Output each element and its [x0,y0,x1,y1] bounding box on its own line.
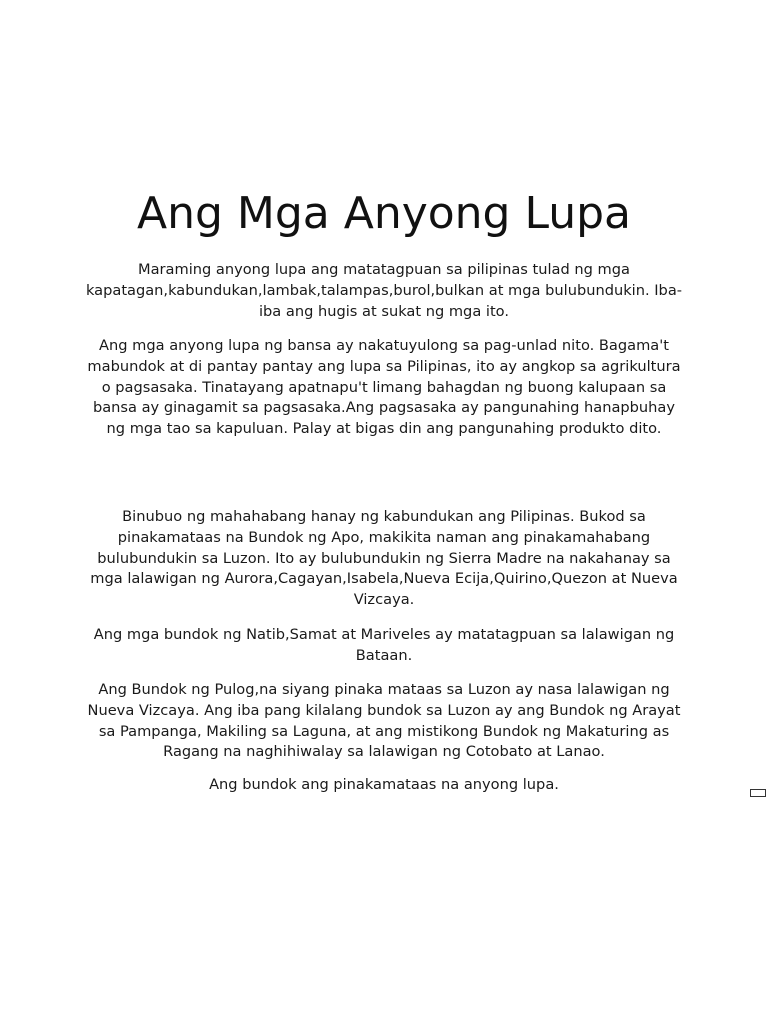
paragraph-4: Ang mga bundok ng Natib,Samat at Mariveles ay matatagpuan sa lalawigan ng Bataan. [93,626,675,664]
paragraph-5: Ang Bundok ng Pulog,na siyang pinaka mataas sa Luzon ay nasa lalawigan ng Nueva Vizcaya. Ang iba pang kilalang bundok sa Luzon ay ang Bundok ng Arayat sa Pampanga, Makiling sa Laguna, at ang mistikong Bundok ng Makaturing as Ragang na naghihiwalay sa lalawigan ng Cotobato at Lanao. [87,681,681,761]
paragraph-3: Binubuo ng mahahabang hanay ng kabundukan ang Pilipinas. Bukod sa pinakamataas na Bundok ng Apo, makikita naman ang pinakamahabang bulubundukin sa Luzon. Ito ay bulubundukin ng Sierra Madre na nakahanay sa mga lalawigan ng Aurora,Cagayan,Isabela,Nueva Ecija,Quirino,Quezon at Nueva Vizcaya. [90,508,678,609]
paragraph-2: Ang mga anyong lupa ng bansa ay nakatuyulong sa pag-unlad nito. Bagama't mabundok at di pantay pantay ang lupa sa Pilipinas, ito ay angkop sa agrikultura o pagsasaka. Tinatayang apatnapu't limang bahagdan ng buong kalupaan sa bansa ay ginagamit sa pagsasaka.Ang pagsasaka ay pangunahing hanapbuhay ng mga tao sa kapuluan. Palay at bigas din ang pangunahing produkto dito. [87,337,681,438]
margin-marker-box [750,789,766,797]
paragraph-1: Maraming anyong lupa ang matatagpuan sa pilipinas tulad ng mga kapatagan,kabundukan,lambak,talampas,burol,bulkan at mga bulubundukin. Iba-iba ang hugis at sukat ng mga ito. [85,261,683,320]
paragraph-6: Ang bundok ang pinakamataas na anyong lupa. [209,776,559,793]
page-title: Ang Mga Anyong Lupa [136,188,631,239]
